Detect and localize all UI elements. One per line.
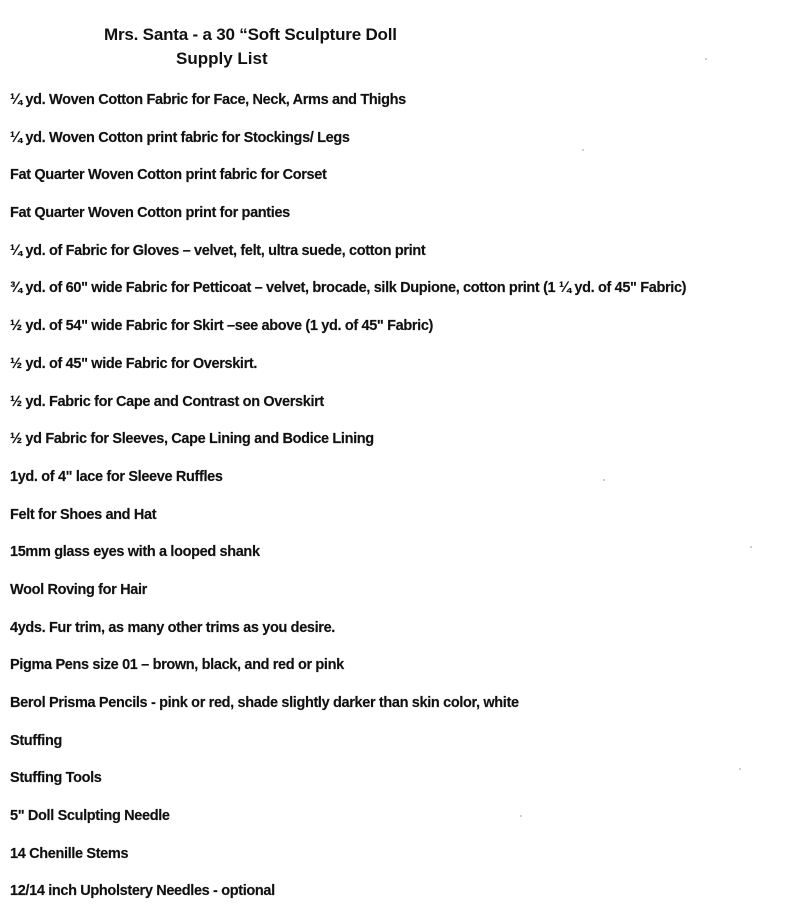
scan-speck <box>520 815 522 817</box>
list-item: ½ yd. Fabric for Cape and Contrast on Overskirt <box>10 393 324 410</box>
list-item: 14 Chenille Stems <box>10 845 129 862</box>
list-item: ¾ yd. of 60" wide Fabric for Petticoat – velvet, brocade, silk Dupione, cotton print (1 ¼ yd. of 45" Fabric) <box>10 280 687 297</box>
list-item: Felt for Shoes and Hat <box>10 506 157 523</box>
list-item: Wool Roving for Hair <box>10 581 147 598</box>
list-item: 4yds. Fur trim, as many other trims as you desire. <box>10 619 335 636</box>
list-item: Stuffing <box>10 732 62 749</box>
document-subtitle: Supply List <box>176 49 268 68</box>
scan-speck <box>750 546 752 548</box>
list-item: Fat Quarter Woven Cotton print for panties <box>10 205 290 222</box>
list-item: ¼ yd. of Fabric for Gloves – velvet, felt, ultra suede, cotton print <box>10 242 426 259</box>
list-item: Pigma Pens size 01 – brown, black, and red or pink <box>10 657 344 674</box>
list-item: Fat Quarter Woven Cotton print fabric for Corset <box>10 167 327 184</box>
scan-speck <box>705 58 707 60</box>
list-item: ¼ yd. Woven Cotton Fabric for Face, Neck, Arms and Thighs <box>10 92 406 108</box>
scan-speck <box>582 149 584 151</box>
list-item: Stuffing Tools <box>10 770 102 787</box>
document-title: Mrs. Santa - a 30 “Soft Sculpture Doll <box>104 25 397 44</box>
scan-speck <box>739 768 741 770</box>
supply-list <box>10 90 795 919</box>
list-item: ¼ yd. Woven Cotton print fabric for Stockings/ Legs <box>10 129 350 146</box>
list-item: ½ yd. of 54" wide Fabric for Skirt –see above (1 yd. of 45" Fabric) <box>10 318 434 335</box>
scan-speck <box>603 479 605 481</box>
list-item: ½ yd. of 45" wide Fabric for Overskirt. <box>10 355 258 372</box>
list-item: 12/14 inch Upholstery Needles - optional <box>10 883 275 900</box>
list-item: 5" Doll Sculpting Needle <box>10 808 170 825</box>
list-item: Berol Prisma Pencils - pink or red, shade slightly darker than skin color, white <box>10 695 519 711</box>
list-item: 15mm glass eyes with a looped shank <box>10 544 260 561</box>
list-item: ½ yd Fabric for Sleeves, Cape Lining and Bodice Lining <box>10 431 374 448</box>
list-item: 1yd. of 4" lace for Sleeve Ruffles <box>10 468 223 485</box>
